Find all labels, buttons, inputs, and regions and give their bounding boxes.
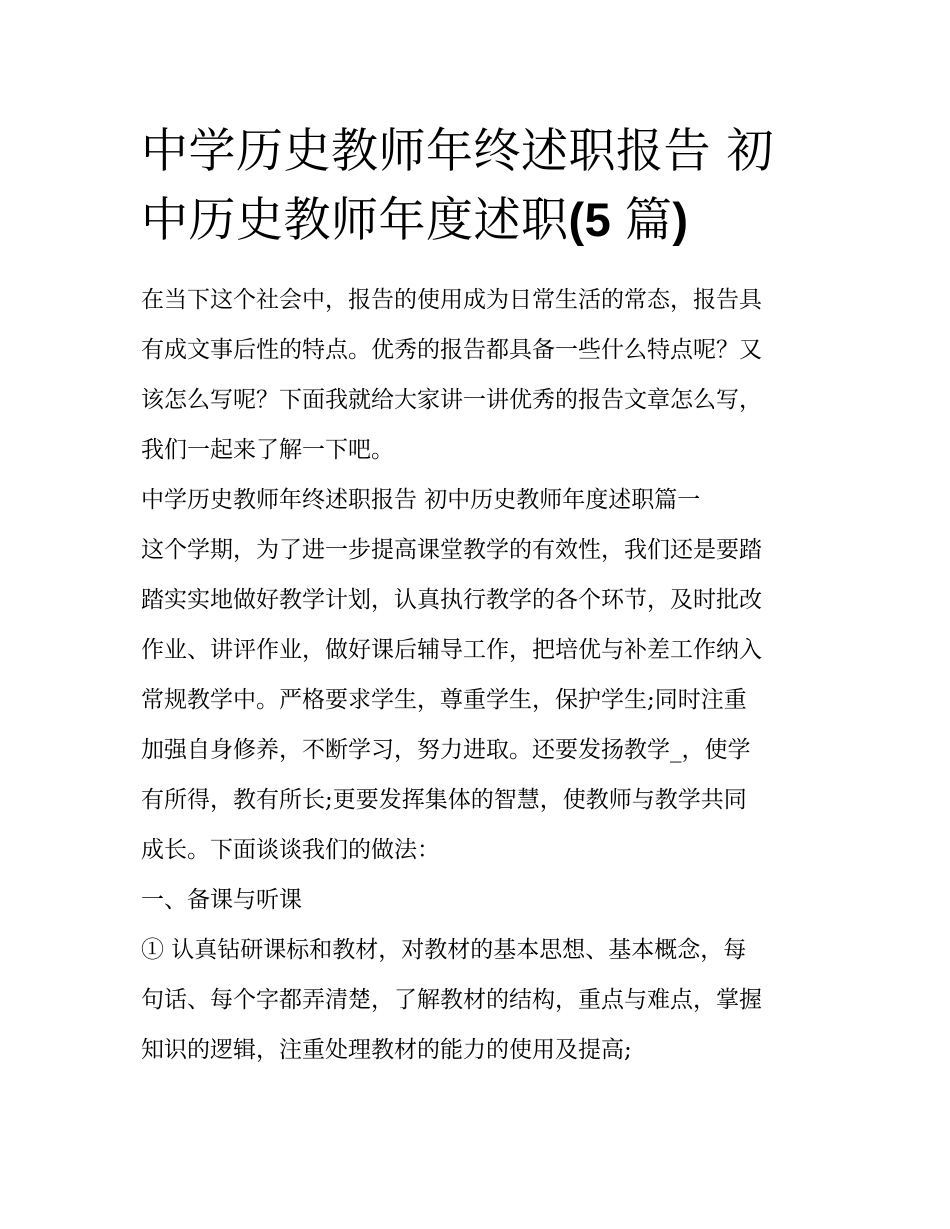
body-line: 这个学期，为了进一步提高课堂教学的有效性，我们还是要踏	[141, 537, 762, 563]
body-line: 作业、讲评作业，做好课后辅导工作，把培优与补差工作纳入	[141, 637, 762, 663]
title-line-2-close: )	[672, 193, 689, 246]
document-title	[141, 118, 815, 255]
title-line-1: 中学历史教师年终述职报告 初	[141, 124, 774, 179]
body-line: ① 认真钻研课标和教材，对教材的基本思想、基本概念，每	[141, 937, 747, 963]
title-line-2-latin: (5	[568, 193, 625, 246]
body-line: 有成文事后性的特点。优秀的报告都具备一些什么特点呢？又	[141, 337, 762, 363]
body-line: 我们一起来了解一下吧。	[141, 437, 394, 463]
subsection-heading: 一、备课与听课	[141, 887, 302, 913]
title-line-2-prefix: 中历史教师年度述职	[141, 193, 569, 248]
body-line: 句话、每个字都弄清楚，了解教材的结构，重点与难点，掌握	[141, 987, 762, 1013]
body-line: 踏实实地做好教学计划，认真执行教学的各个环节，及时批改	[141, 587, 762, 613]
body-line: 知识的逻辑，注重处理教材的能力的使用及提高;	[141, 1037, 632, 1063]
body-line: 常规教学中。严格要求学生，尊重学生，保护学生;同时注重	[141, 687, 747, 713]
title-line-2-suffix: 篇	[624, 193, 673, 248]
body-line: 有所得，教有所长;更要发挥集体的智慧，使教师与教学共同	[141, 787, 747, 813]
body-line: 加强自身修养，不断学习，努力进取。还要发扬教学_，使学	[141, 737, 751, 763]
body-line: 在当下这个社会中，报告的使用成为日常生活的常态，报告具	[141, 287, 762, 313]
body-line: 该怎么写呢？下面我就给大家讲一讲优秀的报告文章怎么写，	[141, 387, 762, 413]
body-line: 成长。下面谈谈我们的做法：	[141, 837, 440, 863]
section-heading: 中学历史教师年终述职报告 初中历史教师年度述职篇一	[141, 487, 701, 513]
